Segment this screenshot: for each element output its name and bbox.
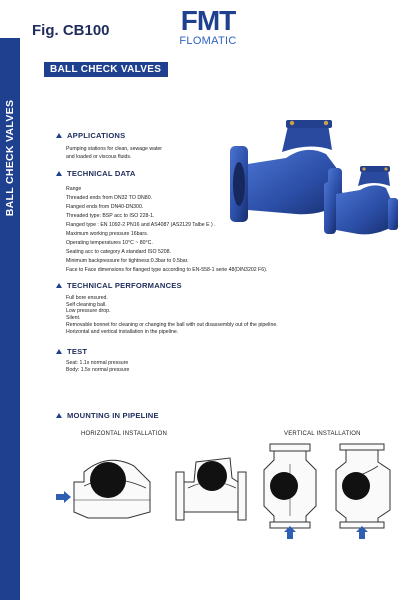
applications-line: Pumping stations for clean, sewage water — [66, 146, 163, 152]
technical-data-line: Face to Face dimensions for flanged type according to EN-558-1 serie 48(DIN3202 F6). — [66, 267, 268, 274]
flow-arrow-icon — [56, 491, 71, 503]
technical-data-line: Operating temperatures 10°C ~ 80°C. — [66, 239, 153, 246]
vertical-installation-diagram-1 — [256, 440, 324, 540]
technical-performances-heading-text: TECHNICAL PERFORMANCES — [67, 281, 182, 290]
vertical-installation-diagram-2 — [326, 440, 400, 540]
side-tab — [0, 38, 20, 600]
test-line: Seat: 1.1x normal pressure — [66, 360, 129, 366]
horizontal-installation-label: HORIZONTAL INSTALLATION — [81, 431, 168, 437]
mounting-heading — [56, 411, 159, 420]
applications-line: and loaded or viscous fluids. — [66, 153, 132, 160]
test-list — [66, 360, 129, 374]
technical-data-line: Minimum backpressure for tightness:0.3bar to 0.5bar. — [66, 258, 189, 265]
performance-line: Horizontal and vertical installation in the pipeline. — [66, 328, 179, 335]
performance-line: Full bore ensured. — [66, 295, 108, 301]
performance-line: Self cleaning ball. — [66, 301, 107, 308]
horizontal-installation-diagram-1 — [52, 442, 162, 532]
technical-data-line: Seating acc to category A standard ISO 5208. — [66, 249, 171, 256]
applications-heading-text: APPLICATIONS — [67, 131, 126, 140]
technical-data-line: Threaded type: BSP acc to ISO 228-1. — [66, 212, 155, 219]
performance-line: Silent. — [66, 315, 81, 322]
technical-data-line: Range — [66, 186, 82, 192]
test-heading — [56, 347, 87, 356]
triangle-bullet-icon — [56, 413, 62, 418]
technical-data-line: Flanged type : EN 1092-2 PN16 and AS4087 (AS2129 Talbe E ) . — [66, 221, 216, 228]
test-heading-text: TEST — [67, 347, 88, 356]
triangle-bullet-icon — [56, 283, 62, 288]
test-line: Body: 1.5x normal pressure — [66, 367, 130, 373]
page-title: BALL CHECK VALVES — [44, 62, 168, 77]
performance-line: Removable bonnet for cleaning or changing the ball with out disassembly out of the pipeline. — [66, 321, 278, 328]
technical-performances-heading — [56, 281, 182, 290]
brand-logo — [176, 5, 240, 54]
applications-text — [66, 146, 162, 162]
valve-product-photo — [226, 112, 402, 246]
technical-data-line: Maximum working pressure 16bars. — [66, 230, 149, 237]
technical-data-line: Flanged ends from DN40-DN300. — [66, 203, 144, 210]
horizontal-installation-diagram-2 — [172, 442, 250, 532]
technical-data-line: Threaded ends from DN32 TO DN80. — [66, 194, 153, 201]
technical-performances-list — [66, 295, 278, 335]
technical-data-heading — [56, 169, 136, 178]
applications-heading — [56, 131, 125, 140]
triangle-bullet-icon — [56, 133, 62, 138]
side-tab-label: BALL CHECK VALVES — [4, 99, 16, 217]
triangle-bullet-icon — [56, 349, 62, 354]
logo-name: FLOMATIC — [179, 35, 237, 47]
vertical-installation-label: VERTICAL INSTALLATION — [284, 431, 361, 437]
triangle-bullet-icon — [56, 171, 62, 176]
technical-data-heading-text: TECHNICAL DATA — [67, 169, 136, 178]
performance-line: Low pressure drop. — [66, 308, 111, 315]
mounting-heading-text: MOUNTING IN PIPELINE — [67, 411, 159, 420]
figure-label: Fig. CB100 — [32, 22, 110, 39]
logo-mark: FMT — [180, 5, 236, 36]
